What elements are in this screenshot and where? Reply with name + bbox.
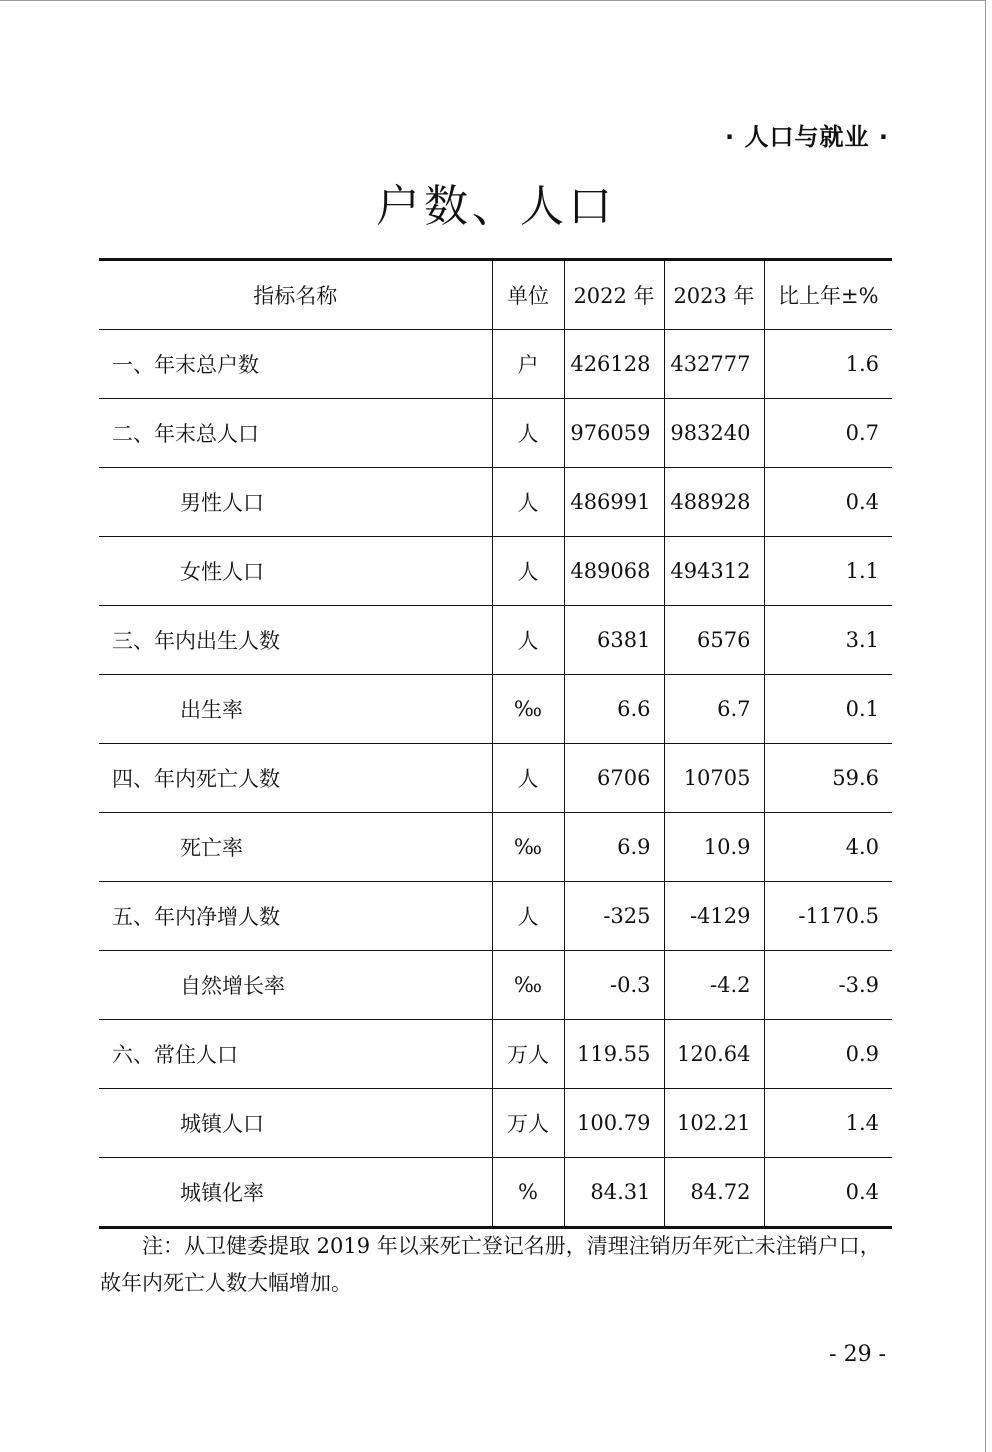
indicator-name: 女性人口 [99, 537, 492, 606]
value-2023: 6.7 [664, 675, 764, 744]
table-row [99, 537, 892, 606]
indicator-name: 六、常住人口 [99, 1020, 492, 1089]
value-2022: 84.31 [564, 1158, 664, 1228]
indicator-name: 男性人口 [99, 468, 492, 537]
unit-cell: 万人 [492, 1020, 564, 1089]
indicator-name: 二、年末总人口 [99, 399, 492, 468]
value-2022: 6381 [564, 606, 664, 675]
value-2023: -4129 [664, 882, 764, 951]
indicator-name: 四、年内死亡人数 [99, 744, 492, 813]
unit-cell: 万人 [492, 1089, 564, 1158]
table-header-row [99, 260, 892, 330]
change-percent: -3.9 [764, 951, 892, 1020]
value-2023: -4.2 [664, 951, 764, 1020]
value-2023: 84.72 [664, 1158, 764, 1228]
table-row [99, 675, 892, 744]
unit-cell: % [492, 1158, 564, 1228]
change-percent: 1.4 [764, 1089, 892, 1158]
change-percent: 0.4 [764, 468, 892, 537]
column-header-change: 比上年±% [764, 260, 892, 330]
column-header-unit: 单位 [492, 260, 564, 330]
value-2023: 102.21 [664, 1089, 764, 1158]
value-2023: 10.9 [664, 813, 764, 882]
value-2023: 983240 [664, 399, 764, 468]
indicator-name: 城镇化率 [180, 1181, 264, 1205]
indicator-name: 五、年内净增人数 [99, 882, 492, 951]
table-row [99, 330, 892, 399]
unit-cell: 人 [492, 606, 564, 675]
table-row [99, 606, 892, 675]
unit-cell: 人 [492, 468, 564, 537]
column-header-2022: 2022 年 [564, 260, 664, 330]
value-2022: 119.55 [564, 1020, 664, 1089]
change-percent: -1170.5 [764, 882, 892, 951]
value-2023: 120.64 [664, 1020, 764, 1089]
value-2022: 6.6 [564, 675, 664, 744]
unit-cell: 人 [492, 744, 564, 813]
table-row [99, 1089, 892, 1158]
table-row [99, 399, 892, 468]
indicator-name: 死亡率 [99, 813, 492, 882]
value-2022: -0.3 [564, 951, 664, 1020]
value-2022: 426128 [564, 330, 664, 399]
change-percent: 0.9 [764, 1020, 892, 1089]
indicator-name: 自然增长率 [99, 951, 492, 1020]
table-row [99, 882, 892, 951]
footnote: 注：从卫健委提取 2019 年以来死亡登记名册，清理注销历年死亡未注销户口，故年内死亡人数大幅增加。 [100, 1234, 881, 1295]
value-2022: 100.79 [564, 1089, 664, 1158]
unit-cell: 人 [492, 537, 564, 606]
value-2023: 488928 [664, 468, 764, 537]
value-2023: 6576 [664, 606, 764, 675]
value-2023: 10705 [664, 744, 764, 813]
change-percent: 0.7 [764, 399, 892, 468]
change-percent: 1.6 [764, 330, 892, 399]
indicator-name: 城镇人口 [99, 1089, 492, 1158]
change-percent: 3.1 [764, 606, 892, 675]
change-percent: 59.6 [764, 744, 892, 813]
value-2022: 489068 [564, 537, 664, 606]
change-percent: 1.1 [764, 537, 892, 606]
page-frame-top [0, 0, 986, 1]
unit-cell: ‰ [492, 813, 564, 882]
value-2022: -325 [564, 882, 664, 951]
table-row [99, 813, 892, 882]
change-percent: 0.4 [764, 1158, 892, 1228]
table-row [99, 1158, 892, 1228]
change-percent: 0.1 [764, 675, 892, 744]
unit-cell: ‰ [492, 951, 564, 1020]
value-2022: 6706 [564, 744, 664, 813]
unit-cell: 户 [492, 330, 564, 399]
column-header-indicator: 指标名称 [99, 260, 492, 330]
value-2022: 976059 [564, 399, 664, 468]
indicator-name: 三、年内出生人数 [99, 606, 492, 675]
population-table [99, 258, 892, 1229]
change-percent: 4.0 [764, 813, 892, 882]
unit-cell: ‰ [492, 675, 564, 744]
unit-cell: 人 [492, 399, 564, 468]
table-row [99, 744, 892, 813]
table-row [99, 951, 892, 1020]
section-header: · 人口与就业 · [725, 123, 889, 151]
column-header-2023: 2023 年 [664, 260, 764, 330]
value-2023: 432777 [664, 330, 764, 399]
page-title: 户数、人口 [376, 181, 616, 232]
indicator-name: 一、年末总户数 [99, 330, 492, 399]
indicator-name: 出生率 [99, 675, 492, 744]
page-number: - 29 - [829, 1342, 886, 1367]
table-row [99, 468, 892, 537]
table-row [99, 1020, 892, 1089]
unit-cell: 人 [492, 882, 564, 951]
value-2022: 6.9 [564, 813, 664, 882]
value-2023: 494312 [664, 537, 764, 606]
value-2022: 486991 [564, 468, 664, 537]
